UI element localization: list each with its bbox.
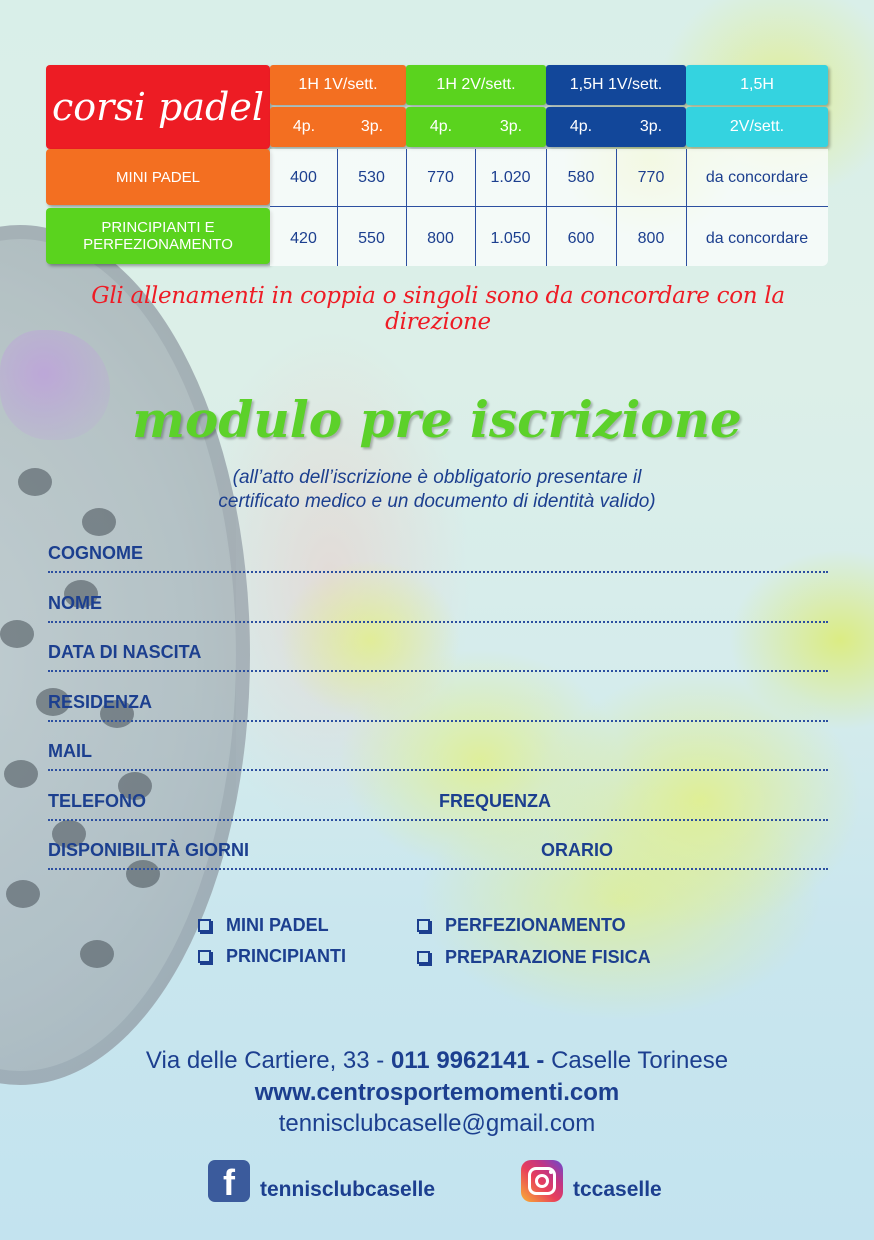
form-subtitle-line2: certificato medico e un documento di identità valido) [218,491,656,512]
row-label-text: PRINCIPIANTI E [101,219,215,236]
background-racket-hole [6,880,40,908]
facebook-link[interactable] [208,1160,435,1202]
checkbox-icon[interactable] [198,919,211,932]
option-principianti[interactable] [198,946,346,967]
header-sub-label: 4p. [429,118,453,135]
checkbox-icon[interactable] [417,951,430,964]
price-value: da concordare [705,230,809,247]
header-sub-label: 4p. [292,118,316,135]
form-subtitle-line1: (all’atto dell’iscrizione è obbligatorio presentare il [232,467,642,488]
header-col-1-sub [270,107,406,147]
row-label-text: PERFEZIONAMENTO [83,236,233,253]
field-label: MAIL [48,741,92,761]
instagram-icon [521,1160,563,1202]
price-value: 600 [567,230,595,247]
field-data-nascita[interactable] [48,642,828,672]
field-label: TELEFONO [48,791,146,811]
table-divider [337,149,338,266]
facebook-handle: tennisclubcaselle [260,1178,436,1201]
header-col-2-sub [406,107,546,147]
price-value: 530 [358,169,385,186]
header-col-1 [270,65,406,105]
address: Via delle Cartiere, 33 - [145,1047,385,1074]
field-residenza[interactable] [48,692,828,722]
header-col-3-title: 1,5H 1V/sett. [569,76,663,93]
price-value: 550 [358,230,385,247]
price-values-area [270,149,828,266]
table-divider [616,149,617,266]
price-value: 1.050 [490,230,531,247]
option-mini-padel[interactable] [198,915,329,936]
price-value: 770 [427,169,454,186]
price-value: 1.020 [490,169,531,186]
price-value: 580 [567,169,595,186]
price-value: da concordare [705,169,809,186]
header-sub-label: 3p. [360,118,384,135]
row-label-text: MINI PADEL [116,168,200,186]
header-sub-label: 4p. [569,118,593,135]
phone-number[interactable]: 011 9962141 - [390,1047,545,1074]
row-label-principianti [46,208,270,264]
header-col-1-title: 1H 1V/sett. [298,76,378,93]
field-mail[interactable] [48,741,828,771]
header-col-4-sub [686,107,828,147]
field-nome[interactable] [48,593,828,623]
background-racket-hole [0,620,34,648]
table-divider [475,149,476,266]
field-label: RESIDENZA [48,692,153,712]
checkbox-icon[interactable] [198,950,211,963]
facebook-icon: f [208,1160,250,1202]
option-label: PERFEZIONAMENTO [445,915,626,935]
instagram-handle: tccaselle [573,1178,662,1201]
option-label: PREPARAZIONE FISICA [445,947,651,967]
field-cognome[interactable] [48,543,828,573]
price-value: 420 [290,230,317,247]
checkbox-icon[interactable] [417,919,430,932]
background-racket-hole [4,760,38,788]
header-col-3-sub [546,107,686,147]
price-value: 800 [427,230,454,247]
header-col-4-title: 1,5H [740,76,774,93]
header-sub-label: 3p. [639,118,663,135]
table-divider [546,149,547,266]
field-disponibilita-orario[interactable] [48,840,828,870]
table-divider [270,206,828,207]
courses-logo [46,65,270,149]
header-col-2-title: 1H 2V/sett. [436,76,516,93]
price-table [46,65,828,266]
instagram-link[interactable] [521,1160,662,1202]
field-label: DISPONIBILITÀ GIORNI [48,840,250,860]
table-divider [686,149,687,266]
option-preparazione-fisica[interactable] [417,947,651,968]
option-perfezionamento[interactable] [417,915,626,936]
website-link[interactable]: www.centrosportemomenti.com [254,1079,620,1106]
field-label: ORARIO [541,840,613,860]
row-label-mini-padel [46,149,270,205]
price-value: 400 [290,169,317,186]
header-col-3 [546,65,686,105]
price-value: 770 [637,169,665,186]
address-line [0,1047,874,1075]
price-value: 800 [637,230,665,247]
option-label: PRINCIPIANTI [226,946,347,966]
background-racket-hole [80,940,114,968]
table-divider [406,149,407,266]
city: Caselle Torinese [551,1047,729,1074]
option-label: MINI PADEL [226,915,329,935]
header-col-2 [406,65,546,105]
header-sub-label: 3p. [499,118,523,135]
field-label: COGNOME [48,543,144,563]
header-sub-label: 2V/sett. [729,118,785,135]
email-link[interactable]: tennisclubcaselle@gmail.com [278,1110,596,1137]
header-col-4 [686,65,828,105]
courses-logo-text: corsi padel [51,85,264,129]
form-title: modulo pre iscrizione [132,390,742,449]
training-note: Gli allenamenti in coppia o singoli sono da concordare con la direzione [91,283,785,335]
field-label: FREQUENZA [439,791,551,811]
field-label: DATA DI NASCITA [48,642,202,662]
field-label: NOME [48,593,102,613]
field-telefono-frequenza[interactable] [48,791,828,821]
